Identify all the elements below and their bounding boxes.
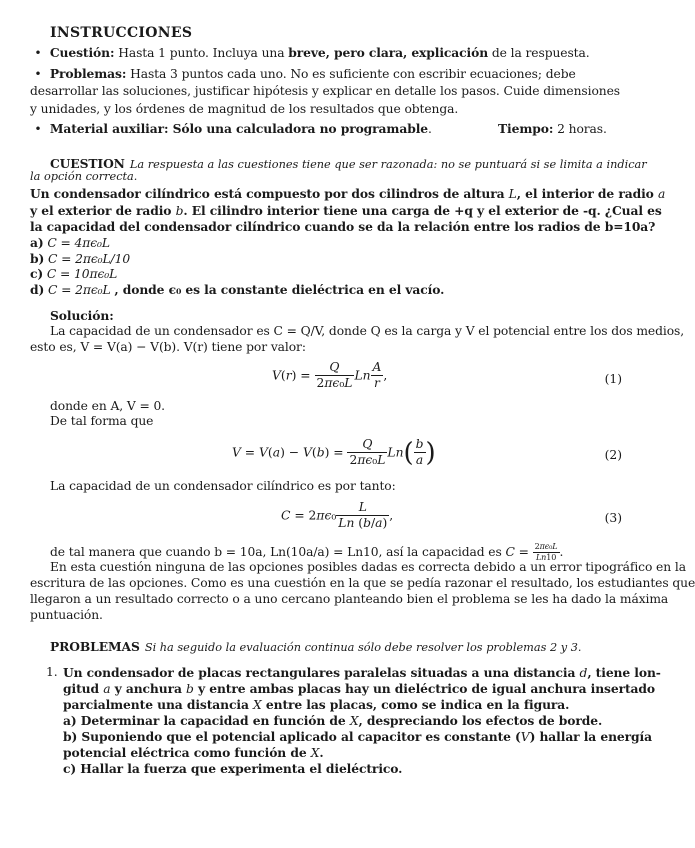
problem-1-line-2: gitud a y anchura b y entre ambas placas hay un dieléctrico de igual anchura insertado [63,681,656,696]
cuestion-statement-2: y el exterior de radio b. El cilindro interior tiene una carga de +q y el exterior de -q. ¿Cual es [30,203,662,218]
problem-1-part-a: a) Determinar la capacidad en función de X, despreciando los efectos de borde. [63,713,603,728]
equation-3-number: (3) [604,511,622,525]
result-text: de tal manera que cuando b = 10a, Ln(10a/a) = Ln10, así la capacidad es [50,545,502,559]
para2-line1: En esta cuestión ninguna de las opciones posibles dadas es correcta debido a un error tipográfico en la [50,560,686,574]
problem-text: parcialmente una distancia [63,697,249,712]
cuestion-note-1: La respuesta a las cuestiones tiene que ser razonada: no se puntuará si se limita a indicar [129,158,647,171]
capacidad-line: La capacidad de un condensador cilíndrico es por tanto: [50,479,396,493]
option-label: c) [30,266,44,281]
statement-text: . El cilindro interior tiene una carga de +q y el exterior de -q. ¿Cual es [183,203,662,218]
bullet-icon: • [34,46,42,60]
option-formula: C = 10πϵ₀L [46,267,118,281]
equation-2-number: (2) [604,448,622,462]
problem-text: ) hallar la energía [529,729,652,744]
problem-1-part-c: c) Hallar la fuerza que experimenta el dieléctrico. [63,761,403,776]
solucion-para1-line1: La capacidad de un condensador es C = Q/V, donde Q es la carga y V el potencial entre los dos medios, [50,324,685,338]
option-d-suffix: , donde ϵ₀ es la constante dieléctrica en el vacío. [114,282,445,297]
tiempo-value: 2 horas. [557,122,607,136]
option-c [30,266,117,281]
instructions-material-line: • Material auxiliar: Sólo una calculadora no programable. [30,121,432,136]
instructions-cuestion-line [30,45,590,60]
problem-1-line-3: parcialmente una distancia X entre las placas, como se indica en la figura. [63,697,570,712]
problemas-line-2: desarrollar las soluciones, justificar hipótesis y explicar en detalle los pasos. Cuide dimensiones [30,84,620,98]
cuestion-header [50,153,647,172]
problemas-line-1: Hasta 3 puntos cada uno. No es suficiente con escribir ecuaciones; debe [130,67,576,81]
problemas-heading: PROBLEMAS [50,639,140,654]
cuestion-statement-3: la capacidad del condensador cilíndrico cuando se da la relación entre los radios de b=10a? [30,219,656,234]
option-formula: C = 2πϵ₀L [48,283,111,297]
problem-text: , despreciando los efectos de borde. [358,713,603,728]
cuestion-statement-1: Un condensador cilíndrico está compuesto por dos cilindros de altura L, el interior de radio a [30,186,666,201]
cuestion-label: Cuestión: [49,45,115,60]
tiempo [498,121,607,136]
statement-text: Un condensador cilíndrico está compuesto por dos cilindros de altura [30,186,505,201]
de-tal-line: De tal forma que [50,414,154,428]
instructions-problemas-line [30,66,576,81]
problem-1-part-b: b) Suponiendo que el potencial aplicado al capacitor es constante (V) hallar la energía [63,729,652,744]
para2-line2: escritura de las opciones. Como es una cuestión en la que se pedía razonar el resultado, los estudiantes que [30,576,695,590]
equation-3: C = 2πϵ₀ $\frac{L}{Ln (b/a)}$ , [281,500,394,531]
problemas-label: Problemas: [49,66,127,81]
solucion-heading: Solución: [50,308,114,323]
option-label: a) [30,235,44,250]
para2-line3: llegaron a un resultado correcto o a uno cercano planteando bien el problema se les ha dado la máxima [30,592,669,606]
cuestion-heading: CUESTION [50,156,125,171]
problem-text: b) Suponiendo que el potencial aplicado al capacitor es constante ( [63,729,521,744]
problem-text: y entre ambas placas hay un dieléctrico de igual anchura insertado [198,681,656,696]
instructions-title: INSTRUCCIONES [50,25,193,41]
equation-1: V(r) = $\frac{Q}{\text{2πϵ₀L}}$ Ln $\frac{A}{r}$ , [272,360,388,391]
solucion-para1-line2: esto es, V = V(a) − V(b). V(r) tiene por valor: [30,340,306,354]
problemas-header [50,636,582,655]
problem-text: potencial eléctrica como función de [63,745,307,760]
statement-text: , el interior de radio [516,186,654,201]
problem-text: entre las placas, como se indica en la figura. [265,697,570,712]
problem-text: a) Determinar la capacidad en función de [63,713,346,728]
where-line: donde en A, V = 0. [50,399,165,413]
equation-2: V = V(a) − V(b) = $\frac{Q}{\text{2πϵ₀L}}$ Ln( $\frac{b}{a}$ ) [232,437,436,468]
equation-1-number: (1) [604,372,622,386]
cuestion-note-2: la opción correcta. [30,170,138,183]
option-label: d) [30,282,45,297]
cuestion-text-2: de la respuesta. [491,46,590,60]
option-formula: C = 2πϵ₀L/10 [48,252,131,266]
problem-text: Un condensador de placas rectangulares paralelas situadas a una distancia [63,665,576,680]
statement-text: y el exterior de radio [30,203,172,218]
problemas-note: Si ha seguido la evaluación continua sólo debe resolver los problemas 2 y 3. [144,641,582,654]
problem-1-number: 1. [46,665,58,679]
material-label: Material auxiliar: Sólo una calculadora no programable [49,121,428,136]
bullet-icon: • [34,122,42,136]
result-line: de tal manera que cuando b = 10a, Ln(10a/a) = Ln10, así la capacidad es C = $\frac{\text{2πϵ₀L}}{Ln10}$ . [50,542,564,562]
cuestion-bold: breve, pero clara, explicación [288,45,489,60]
problem-1-line-1: Un condensador de placas rectangulares paralelas situadas a una distancia d, tiene lon- [63,665,661,680]
option-a [30,235,110,250]
option-label: b) [30,251,45,266]
problem-text: gitud [63,681,99,696]
bullet-icon: • [34,67,42,81]
tiempo-label: Tiempo: [498,121,554,136]
option-formula: C = 4πϵ₀L [47,236,110,250]
cuestion-text-1: Hasta 1 punto. Incluya una [118,46,285,60]
problemas-line-3: y unidades, y los órdenes de magnitud de los resultados que obtenga. [30,102,459,116]
option-b [30,251,130,266]
problem-text: , tiene lon- [587,665,661,680]
option-d [30,282,444,297]
problem-1-part-b-2: potencial eléctrica como función de X. [63,745,324,760]
para2-line4: puntuación. [30,608,103,622]
problem-text: y anchura [114,681,182,696]
